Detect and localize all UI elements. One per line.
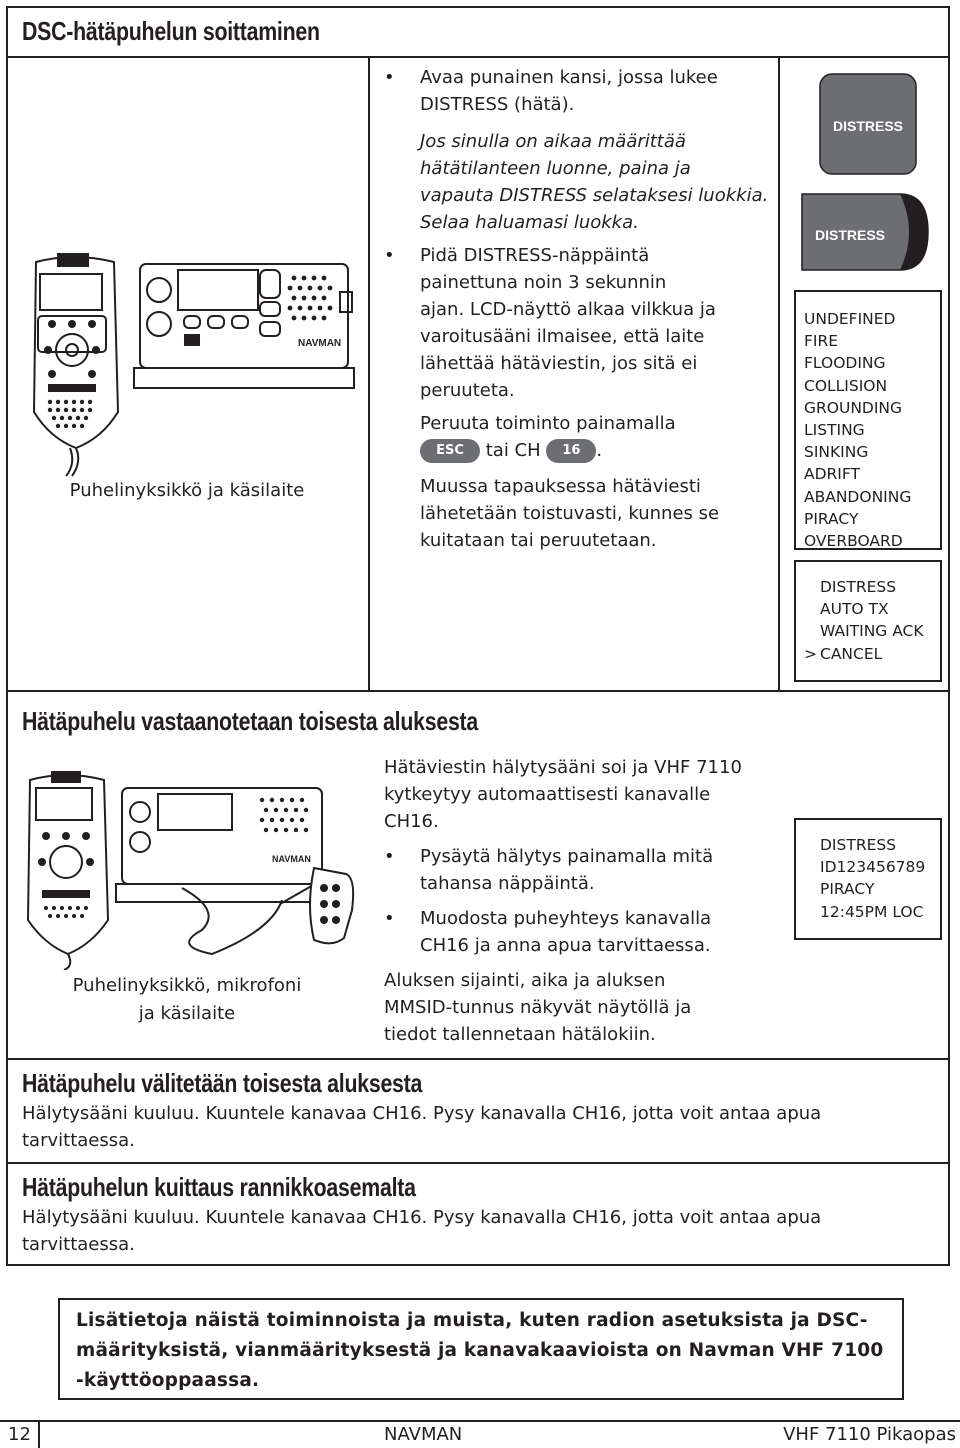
intro-line-3: CH16. bbox=[384, 811, 439, 832]
section3-line-2: tarvittaessa. bbox=[22, 1130, 135, 1151]
category-item: GROUNDING bbox=[804, 398, 903, 417]
category-item: FIRE bbox=[804, 332, 839, 351]
section3-title: Hätäpuhelu välitetään toisesta aluksesta bbox=[22, 1068, 423, 1098]
step2-line-4: varoitusääni ilmaisee, että laite bbox=[420, 326, 705, 347]
radio-mic-handset-illustration bbox=[22, 770, 362, 970]
period: . bbox=[596, 440, 603, 461]
category-display bbox=[794, 290, 942, 550]
distress-cover-label: DISTRESS bbox=[814, 227, 886, 243]
category-item: ABANDONING bbox=[804, 487, 912, 506]
step-hold-distress bbox=[384, 242, 774, 404]
step2-line-2: painettuna noin 3 sekunnin bbox=[420, 272, 667, 293]
resend-line-1: Muussa tapauksessa hätäviesti bbox=[420, 476, 701, 497]
outro-line-1: Aluksen sijainti, aika ja aluksen bbox=[384, 970, 666, 991]
section4-line-2: tarvittaessa. bbox=[22, 1234, 135, 1255]
section4-title: Hätäpuhelun kuittaus rannikkoasemalta bbox=[22, 1172, 416, 1202]
tai-ch-text: tai CH bbox=[485, 440, 541, 461]
display-line: PIRACY bbox=[820, 880, 875, 899]
info-line-2: määrityksistä, vianmäärityksestä ja kanavakaavioista on Navman VHF 7100 bbox=[76, 1340, 884, 1361]
step2-line-1: Pidä DISTRESS-näppäintä bbox=[420, 245, 650, 266]
selection-cursor: > bbox=[804, 644, 817, 663]
italic-line-2: hätätilanteen luonne, paina ja bbox=[420, 158, 691, 179]
cancel-line-1: Peruuta toiminto painamalla bbox=[420, 413, 676, 434]
section-divider-3 bbox=[6, 1162, 950, 1164]
category-item: LISTING bbox=[804, 421, 865, 440]
caption-line-2: ja käsilaite bbox=[138, 1003, 236, 1024]
italic-line-1: Jos sinulla on aikaa määrittää bbox=[420, 131, 686, 152]
category-item: UNDEFINED bbox=[804, 310, 896, 328]
section2-outro bbox=[384, 967, 784, 1048]
step2-line-6: peruuteta. bbox=[420, 380, 515, 401]
resend-line-3: kuitataan tai peruutetaan. bbox=[420, 530, 657, 551]
step-select-category bbox=[384, 128, 774, 236]
step-open-cover-line-2: DISTRESS (hätä). bbox=[420, 94, 575, 115]
status-item: AUTO TX bbox=[820, 600, 889, 619]
info-line-1: Lisätietoja näistä toiminnoista ja muista, kuten radion asetuksista ja DSC- bbox=[76, 1310, 868, 1331]
section2-image-caption bbox=[22, 972, 352, 1028]
step2-line-3: ajan. LCD-näyttö alkaa vilkkua ja bbox=[420, 299, 716, 320]
category-item: SINKING bbox=[804, 443, 869, 462]
category-item: PIRACY bbox=[804, 509, 859, 528]
outro-line-2: MMSID-tunnus näkyvät näytöllä ja bbox=[384, 997, 692, 1018]
outro-line-3: tiedot tallennetaan hätälokiin. bbox=[384, 1024, 656, 1045]
column-divider-2 bbox=[778, 56, 780, 692]
info-box bbox=[58, 1298, 904, 1400]
info-box-text bbox=[76, 1306, 886, 1396]
bullet2-line-2: CH16 ja anna apua tarvittaessa. bbox=[420, 935, 711, 956]
distress-key-graphics bbox=[796, 70, 942, 280]
bullet2-line-1: Muodosta puheyhteys kanavalla bbox=[420, 908, 712, 929]
step-open-cover bbox=[384, 64, 774, 118]
radio-brand-label: NAVMAN bbox=[272, 854, 311, 864]
intro-line-2: kytkeytyy automaattisesti kanavalle bbox=[384, 784, 711, 805]
step-open-cover-line-1: Avaa punainen kansi, jossa lukee bbox=[420, 67, 718, 88]
category-item: ADRIFT bbox=[804, 465, 860, 484]
distress-button-label: DISTRESS bbox=[832, 118, 904, 134]
bullet1-line-1: Pysäytä hälytys painamalla mitä bbox=[420, 846, 714, 867]
section1-title: DSC-hätäpuhelun soittaminen bbox=[22, 16, 320, 46]
section-divider-2 bbox=[6, 1058, 950, 1060]
info-line-3: -käyttöoppaassa. bbox=[76, 1370, 260, 1391]
radio-brand-label: NAVMAN bbox=[298, 338, 342, 349]
ch16-key: 16 bbox=[546, 439, 596, 463]
column-divider-1 bbox=[368, 56, 370, 692]
status-item: WAITING ACK bbox=[820, 622, 924, 641]
step-resend bbox=[384, 473, 774, 554]
section2-text bbox=[384, 754, 784, 1048]
esc-key: ESC bbox=[420, 439, 480, 463]
resend-line-2: lähetetään toistuvasti, kunnes se bbox=[420, 503, 720, 524]
category-item: FLOODING bbox=[804, 354, 886, 373]
bullet-voice-contact bbox=[384, 905, 784, 959]
italic-line-4: Selaa haluamasi luokka. bbox=[420, 212, 639, 233]
footer-rule bbox=[0, 1420, 960, 1422]
status-item-cancel: CANCEL bbox=[820, 644, 883, 663]
footer-brand: NAVMAN bbox=[384, 1424, 463, 1445]
section-divider-1 bbox=[6, 690, 950, 692]
section3-line-1: Hälytysääni kuuluu. Kuuntele kanavaa CH16. Pysy kanavalla CH16, jotta voit antaa apua bbox=[22, 1103, 822, 1124]
step-cancel bbox=[384, 410, 774, 467]
intro-line-1: Hätäviestin hälytysääni soi ja VHF 7110 bbox=[384, 757, 742, 778]
step2-line-5: lähettää hätäviestin, jos sitä ei bbox=[420, 353, 698, 374]
section4-text bbox=[22, 1204, 922, 1258]
status-item-selected bbox=[804, 643, 940, 665]
section3-text bbox=[22, 1100, 922, 1154]
display-line: DISTRESS bbox=[820, 836, 897, 854]
caption-line-1: Puhelinyksikkö, mikrofoni bbox=[72, 975, 302, 996]
footer-page-divider bbox=[38, 1420, 40, 1448]
title-divider bbox=[6, 56, 950, 58]
bullet: • bbox=[384, 908, 395, 929]
bullet: • bbox=[384, 245, 395, 266]
status-display bbox=[794, 560, 942, 682]
bullet1-line-2: tahansa näppäintä. bbox=[420, 873, 595, 894]
display-line: ID123456789 bbox=[820, 858, 926, 877]
category-item: OVERBOARD bbox=[804, 532, 903, 551]
section4-line-1: Hälytysääni kuuluu. Kuuntele kanavaa CH16. Pysy kanavalla CH16, jotta voit antaa apua bbox=[22, 1207, 822, 1228]
footer-doc-title: VHF 7110 Pikaopas bbox=[783, 1424, 956, 1445]
cancel-line-2 bbox=[420, 437, 774, 467]
section1-image-caption: Puhelinyksikkö ja käsilaite bbox=[69, 480, 305, 501]
bullet-stop-alarm bbox=[384, 843, 784, 897]
page-number: 12 bbox=[8, 1424, 31, 1445]
display-line: 12:45PM LOC bbox=[820, 902, 924, 921]
radio-handset-illustration bbox=[22, 252, 357, 478]
bullet: • bbox=[384, 67, 395, 88]
status-item: DISTRESS bbox=[820, 578, 897, 596]
category-item: COLLISION bbox=[804, 376, 888, 395]
received-distress-display bbox=[794, 818, 942, 940]
section2-title: Hätäpuhelu vastaanotetaan toisesta aluksesta bbox=[22, 706, 479, 736]
bullet: • bbox=[384, 846, 395, 867]
section1-steps bbox=[384, 64, 774, 554]
italic-line-3: vapauta DISTRESS selataksesi luokkia. bbox=[420, 185, 769, 206]
